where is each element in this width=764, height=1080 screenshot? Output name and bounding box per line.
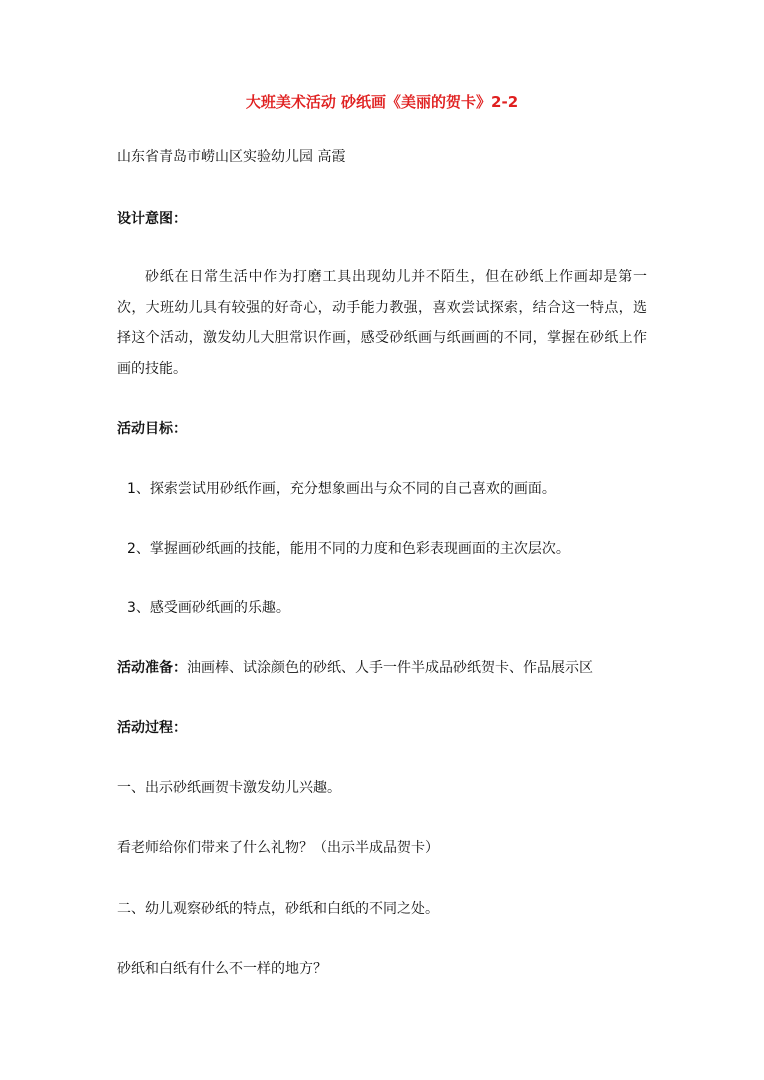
- process-line-3: 二、幼儿观察砂纸的特点，砂纸和白纸的不同之处。: [117, 901, 439, 917]
- process-line-1: 一、出示砂纸画贺卡激发幼儿兴趣。: [117, 780, 341, 796]
- process-line-2: 看老师给你们带来了什么礼物？（出示半成品贺卡）: [117, 840, 439, 856]
- process-line-4: 砂纸和白纸有什么不一样的地方？: [117, 961, 327, 977]
- process-heading: 活动过程：: [117, 720, 187, 736]
- prep-text: 油画棒、试涂颜色的砂纸、人手一件半成品砂纸贺卡、作品展示区: [187, 660, 593, 676]
- goal-item-1: 1、探索尝试用砂纸作画，充分想象画出与众不同的自己喜欢的画面。: [127, 481, 556, 497]
- document-title: 大班美术活动 砂纸画《美丽的贺卡》2-2: [245, 93, 519, 111]
- design-paragraph: 砂纸在日常生活中作为打磨工具出现幼儿并不陌生，但在砂纸上作画却是第一次，大班幼儿具有较强的好奇心，动手能力教强，喜欢尝试探索，结合这一特点，选择这个活动，激发幼儿大胆常识作画，感受砂纸画与纸画画的不同，掌握在砂纸上作画的技能。: [117, 269, 647, 377]
- prep-line: [117, 658, 593, 678]
- design-heading: 设计意图：: [117, 211, 187, 227]
- goal-item-2: 2、掌握画砂纸画的技能，能用不同的力度和色彩表现画面的主次层次。: [127, 541, 570, 557]
- author-line: 山东省青岛市崂山区实验幼儿园 高霞: [117, 149, 346, 165]
- goal-item-3: 3、感受画砂纸画的乐趣。: [127, 600, 290, 616]
- goals-heading: 活动目标：: [117, 421, 187, 437]
- prep-label: 活动准备：: [117, 660, 187, 676]
